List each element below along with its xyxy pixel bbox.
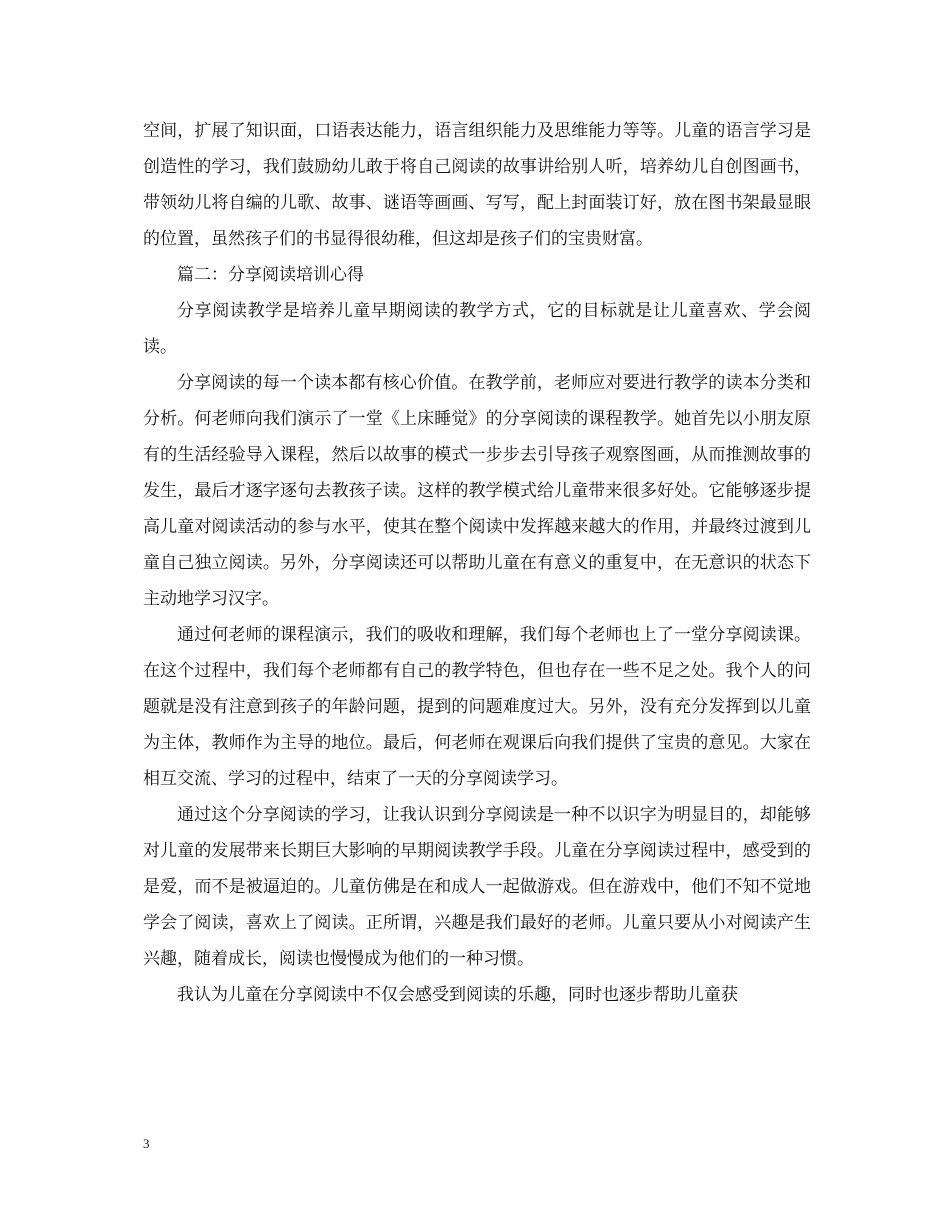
- page-number: 3: [143, 1136, 150, 1151]
- document-body: [143, 113, 811, 1013]
- paragraph: 通过这个分享阅读的学习，让我认识到分享阅读是一种不以识字为明显目的，却能够对儿童的发展带来长期巨大影响的早期阅读教学手段。儿童在分享阅读过程中，感受到的是爱，而不是被逼迫的。儿童仿佛是在和成人一起做游戏。但在游戏中，他们不知不觉地学会了阅读，喜欢上了阅读。正所谓，兴趣是我们最好的老师。儿童只要从小对阅读产生兴趣，随着成长，阅读也慢慢成为他们的一种习惯。: [143, 805, 811, 969]
- section-heading: 篇二：分享阅读培训心得: [177, 265, 364, 285]
- paragraph: 通过何老师的课程演示，我们的吸收和理解，我们每个老师也上了一堂分享阅读课。在这个过程中，我们每个老师都有自己的教学特色，但也存在一些不足之处。我个人的问题就是没有注意到孩子的年龄问题，提到的问题难度过大。另外，没有充分发挥到以儿童为主体，教师作为主导的地位。最后，何老师在观课后向我们提供了宝贵的意见。大家在相互交流、学习的过程中，结束了一天的分享阅读学习。: [143, 625, 811, 789]
- paragraph: 我认为儿童在分享阅读中不仅会感受到阅读的乐趣，同时也逐步帮助儿童获: [177, 985, 738, 1005]
- paragraph: 分享阅读的每一个读本都有核心价值。在教学前，老师应对要进行教学的读本分类和分析。何老师向我们演示了一堂《上床睡觉》的分享阅读的课程教学。她首先以小朋友原有的生活经验导入课程，然后以故事的模式一步步去引导孩子观察图画，从而推测故事的发生，最后才逐字逐句去教孩子读。这样的教学模式给儿童带来很多好处。它能够逐步提高儿童对阅读活动的参与水平，使其在整个阅读中发挥越来越大的作用，并最终过渡到儿童自己独立阅读。另外，分享阅读还可以帮助儿童在有意义的重复中，在无意识的状态下主动地学习汉字。: [143, 373, 811, 609]
- paragraph-continuation: 空间，扩展了知识面，口语表达能力，语言组织能力及思维能力等等。儿童的语言学习是创造性的学习，我们鼓励幼儿敢于将自己阅读的故事讲给别人听，培养幼儿自创图画书，带领幼儿将自编的儿歌、故事、谜语等画画、写写，配上封面装订好，放在图书架最显眼的位置，虽然孩子们的书显得很幼稚，但这却是孩子们的宝贵财富。: [143, 121, 811, 249]
- paragraph: 分享阅读教学是培养儿童早期阅读的教学方式，它的目标就是让儿童喜欢、学会阅读。: [143, 301, 811, 357]
